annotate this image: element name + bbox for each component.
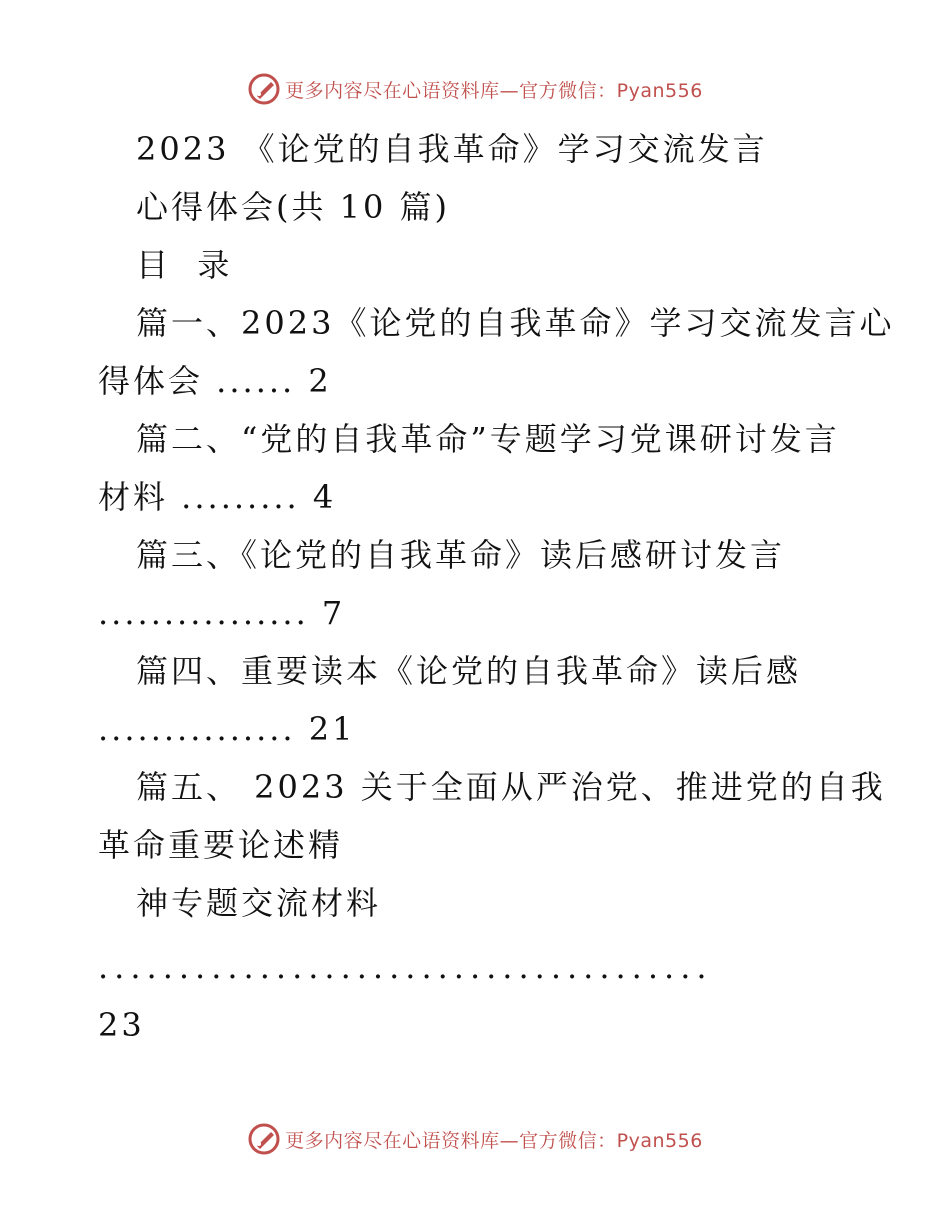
toc-entry-3-line-1: 篇三、《论党的自我革命》读后感研讨发言 [136,536,786,574]
toc-entry-4-line-2: ............... 21 [98,710,356,748]
document-body [98,120,895,1054]
toc-entry-2-line-2: 材料 ......... 4 [98,478,337,516]
toc-entry-2-line-1: 篇二、“党的自我革命”专题学习党课研讨发言 [136,420,840,458]
watermark-text: 更多内容尽在心语资料库—官方微信：Pyan556 [285,1129,703,1152]
toc-entry-5-page: 23 [98,1006,145,1044]
toc-entry-1-line-2: 得体会 ...... 2 [98,362,332,400]
toc-entry-5-line-1: 篇五、 2023 关于全面从严治党、推进党的自我 [136,768,886,806]
toc-entry-5-line-2: 革命重要论述精 [98,826,344,864]
header-watermark [0,72,950,106]
watermark-text: 更多内容尽在心语资料库—官方微信：Pyan556 [285,79,703,102]
toc-entry-5-leader: ...................................... [98,948,713,986]
pen-logo-icon [247,72,281,106]
toc-entry-1-line-1: 篇一、2023《论党的自我革命》学习交流发言心 [136,304,895,342]
toc-entry-5-line-3: 神专题交流材料 [136,884,382,922]
title-line-1: 2023 《论党的自我革命》学习交流发言 [136,130,768,168]
title-line-2: 心得体会(共 10 篇) [136,188,451,226]
toc-entry-4-line-1: 篇四、重要读本《论党的自我革命》读后感 [136,652,802,690]
toc-entry-3-line-2: ................ 7 [98,594,346,632]
footer-watermark [0,1122,950,1156]
pen-logo-icon [247,1122,281,1156]
toc-heading: 目 录 [136,246,233,284]
